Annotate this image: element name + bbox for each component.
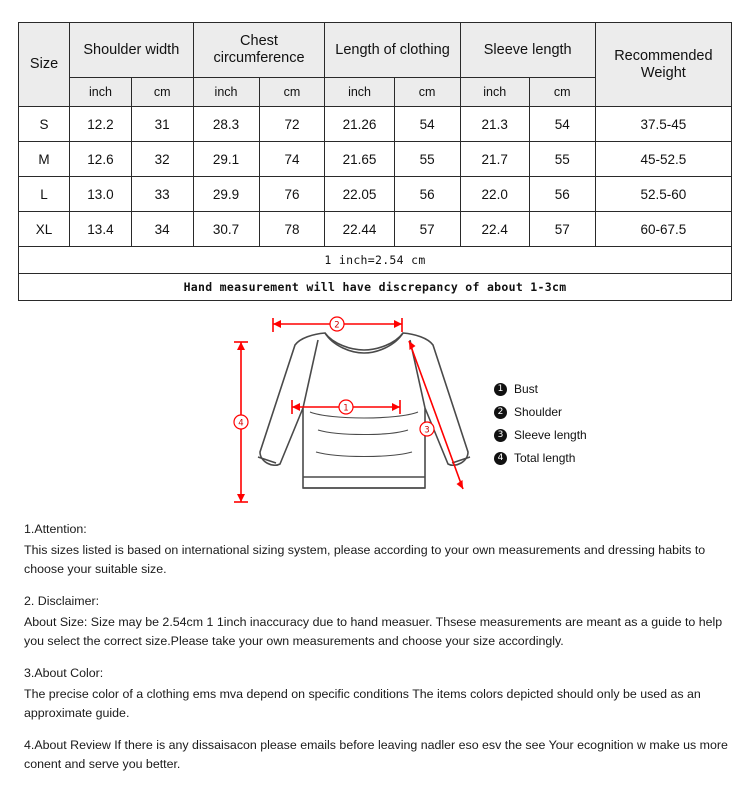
legend-bullet-2-icon: 2 [494, 406, 507, 419]
table-note-conversion-row [19, 247, 732, 274]
cell-sleeve-inch: 21.3 [460, 107, 529, 142]
cell-size: M [19, 142, 70, 177]
table-header-main-row [19, 23, 732, 78]
cell-sleeve-cm: 55 [529, 142, 595, 177]
legend-label-total-length: Total length [514, 451, 576, 465]
cell-recommended-weight: 60-67.5 [595, 212, 731, 247]
cell-chest-inch: 29.9 [193, 177, 259, 212]
cell-shoulder-inch: 12.6 [70, 142, 132, 177]
cell-sleeve-cm: 57 [529, 212, 595, 247]
diagram-marker-1 [339, 400, 353, 414]
legend-bullet-1-icon: 1 [494, 383, 507, 396]
cell-sleeve-inch: 22.4 [460, 212, 529, 247]
table-note-discrepancy-row [19, 274, 732, 301]
note-disclaimer-title: 2. Disclaimer: [24, 594, 100, 608]
header-sleeve-length: Sleeve length [460, 23, 595, 78]
cell-length-inch: 21.26 [325, 107, 394, 142]
cell-recommended-weight: 52.5-60 [595, 177, 731, 212]
cell-chest-cm: 76 [259, 177, 325, 212]
cell-sleeve-inch: 22.0 [460, 177, 529, 212]
cell-length-inch: 22.44 [325, 212, 394, 247]
legend-item-sleeve-length [494, 424, 587, 447]
table-row [19, 142, 732, 177]
header-chest-circumference: Chest circumference [193, 23, 325, 78]
unit-sleeve-cm: cm [529, 78, 595, 107]
legend-label-sleeve-length: Sleeve length [514, 428, 587, 442]
header-shoulder-width: Shoulder width [70, 23, 193, 78]
note-color-body: The precise color of a clothing ems mva depend on specific conditions The items colors depicted should only be used as an approximate guide. [24, 687, 701, 720]
cell-recommended-weight: 45-52.5 [595, 142, 731, 177]
cell-length-cm: 55 [394, 142, 460, 177]
note-attention-title: 1.Attention: [24, 522, 87, 536]
note-attention-body: This sizes listed is based on international sizing system, please according to your own measurements and dressing habits to choose your suitable size. [24, 543, 706, 576]
cell-length-inch: 21.65 [325, 142, 394, 177]
cell-size: XL [19, 212, 70, 247]
note-review-body: 4.About Review If there is any dissaisacon please emails before leaving nadler eso esv the see Your ecognition w make us more conent and serve you better. [24, 738, 728, 771]
cell-sleeve-cm: 56 [529, 177, 595, 212]
cell-shoulder-cm: 32 [131, 142, 193, 177]
diagram-marker-4 [234, 415, 248, 429]
legend-item-shoulder [494, 401, 587, 424]
garment-measurement-diagram [0, 312, 750, 527]
svg-text:3: 3 [424, 425, 430, 436]
size-chart-table [18, 22, 732, 301]
header-length-of-clothing: Length of clothing [325, 23, 460, 78]
legend-bullet-4-icon: 4 [494, 452, 507, 465]
note-disclaimer-body: About Size: Size may be 2.54cm 1 1inch inaccuracy due to hand measuer. Thsese measurements are meant as a guide to help you select the correct size.Please take your own measurements and choose your size accordingly. [24, 615, 723, 648]
legend-item-total-length [494, 447, 587, 470]
sweater-outline [258, 333, 470, 488]
cell-shoulder-cm: 33 [131, 177, 193, 212]
unit-shoulder-cm: cm [131, 78, 193, 107]
cell-length-inch: 22.05 [325, 177, 394, 212]
note-inch-conversion: 1 inch=2.54 cm [19, 247, 732, 274]
cell-chest-inch: 29.1 [193, 142, 259, 177]
cell-chest-cm: 78 [259, 212, 325, 247]
svg-text:2: 2 [334, 320, 340, 331]
diagram-marker-3 [420, 422, 434, 436]
size-chart-table-container [18, 22, 732, 301]
header-recommended-weight: Recommended Weight [595, 23, 731, 107]
cell-sleeve-cm: 54 [529, 107, 595, 142]
header-size: Size [19, 23, 70, 107]
unit-shoulder-inch: inch [70, 78, 132, 107]
unit-sleeve-inch: inch [460, 78, 529, 107]
table-row [19, 107, 732, 142]
cell-shoulder-inch: 12.2 [70, 107, 132, 142]
legend-label-bust: Bust [514, 382, 539, 396]
svg-text:1: 1 [343, 403, 349, 414]
unit-length-inch: inch [325, 78, 394, 107]
cell-shoulder-inch: 13.0 [70, 177, 132, 212]
note-measurement-discrepancy: Hand measurement will have discrepancy of about 1-3cm [19, 274, 732, 301]
cell-chest-cm: 74 [259, 142, 325, 177]
garment-diagram-svg [0, 312, 750, 527]
cell-size: L [19, 177, 70, 212]
legend-bullet-3-icon: 3 [494, 429, 507, 442]
cell-length-cm: 56 [394, 177, 460, 212]
cell-size: S [19, 107, 70, 142]
cell-sleeve-inch: 21.7 [460, 142, 529, 177]
cell-shoulder-cm: 31 [131, 107, 193, 142]
cell-length-cm: 54 [394, 107, 460, 142]
unit-length-cm: cm [394, 78, 460, 107]
legend-item-bust [494, 378, 587, 401]
unit-chest-inch: inch [193, 78, 259, 107]
table-row [19, 177, 732, 212]
diagram-marker-2 [330, 317, 344, 331]
cell-recommended-weight: 37.5-45 [595, 107, 731, 142]
legend-label-shoulder: Shoulder [514, 405, 563, 419]
note-color-title: 3.About Color: [24, 666, 104, 680]
unit-chest-cm: cm [259, 78, 325, 107]
cell-chest-inch: 28.3 [193, 107, 259, 142]
svg-text:4: 4 [238, 418, 244, 429]
cell-shoulder-cm: 34 [131, 212, 193, 247]
cell-chest-inch: 30.7 [193, 212, 259, 247]
notes-section [24, 520, 730, 787]
cell-shoulder-inch: 13.4 [70, 212, 132, 247]
cell-length-cm: 57 [394, 212, 460, 247]
cell-chest-cm: 72 [259, 107, 325, 142]
table-row [19, 212, 732, 247]
diagram-legend [494, 378, 587, 470]
